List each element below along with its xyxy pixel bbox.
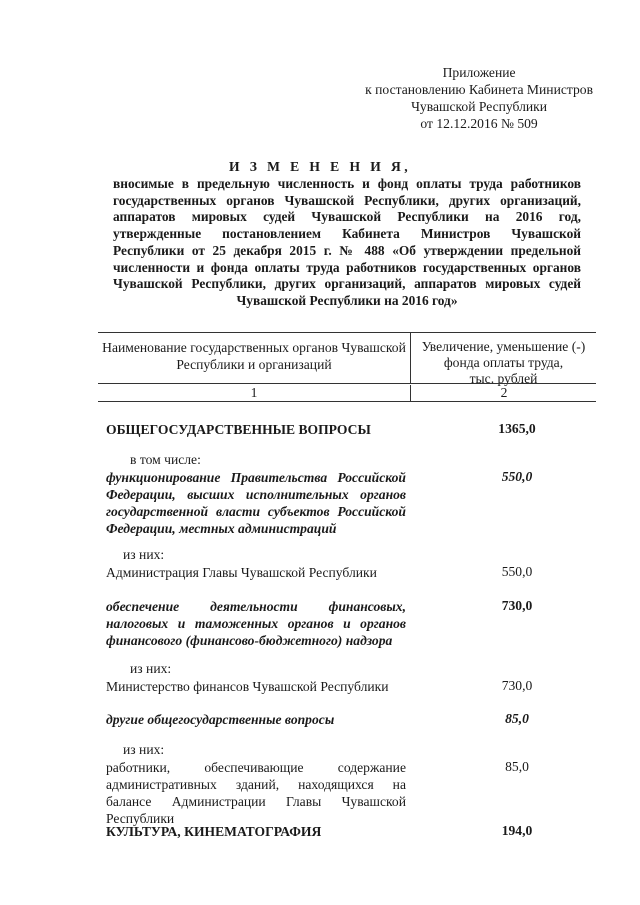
appendix-block [365, 64, 593, 132]
row-value: 194,0 [501, 823, 533, 838]
column-header-name: Наименование государственных органов Чувашской Республики и организаций [102, 340, 406, 372]
column-number-1: 1 [250, 385, 258, 400]
sublabel-of-them: из них: [123, 742, 165, 757]
column-header-value-line-3: тыс. рублей [469, 371, 538, 386]
row-value: 1365,0 [498, 421, 536, 436]
sublabel-of-them: из них: [130, 661, 172, 676]
sublabel-including: в том числе: [130, 452, 201, 467]
row-name: функционирование Правительства Российской Федерации, высших исполнительных органов государственной власти субъектов Российской Федерации, местных администраций [106, 470, 406, 536]
document-title: И З М Е Н Е Н И Я, [228, 159, 412, 174]
table-header [98, 332, 596, 402]
row-value: 550,0 [501, 564, 533, 579]
column-number-row [98, 383, 596, 402]
row-name: КУЛЬТУРА, КИНЕМАТОГРАФИЯ [106, 824, 322, 839]
document-subtitle: вносимые в предельную численность и фонд оплаты труда работников государственных органов Чувашской Республики, других организаций, аппаратов мировых судей Чувашской Республики на 2016 год, утвержденные постановлением Кабинета Министров Чувашской Республики от 25 декабря 2015 г. № 488 «Об утверждении предельной численности и фонда оплаты труда работников государственных органов Чувашской Республики, других организаций, аппаратов мировых судей Чувашской Республики на 2016 год» [113, 176, 581, 308]
appendix-line-3: Чувашской Республики [411, 99, 548, 114]
appendix-line-2: к постановлению Кабинета Министров [365, 82, 593, 97]
row-value: 85,0 [505, 759, 529, 774]
row-name: обеспечение деятельности финансовых, налоговых и таможенных органов и органов финансового (финансово-бюджетного) надзора [106, 599, 406, 648]
row-name: Министерство финансов Чувашской Республики [106, 679, 389, 694]
row-value: 85,0 [505, 711, 529, 726]
row-name: Администрация Главы Чувашской Республики [106, 565, 377, 580]
row-name: ОБЩЕГОСУДАРСТВЕННЫЕ ВОПРОСЫ [106, 422, 371, 437]
sublabel-of-them: из них: [123, 547, 165, 562]
column-header-value-line-1: Увеличение, уменьшение (-) [421, 339, 586, 354]
row-name: работники, обеспечивающие содержание административных зданий, находящихся на балансе Администрации Главы Чувашской Республики [106, 760, 406, 826]
column-header-value-line-2: фонда оплаты труда, [443, 355, 564, 370]
row-value: 730,0 [501, 678, 533, 693]
column-number-2: 2 [410, 385, 597, 402]
row-value: 550,0 [501, 469, 533, 484]
row-value: 730,0 [501, 598, 533, 613]
appendix-line-4: от 12.12.2016 № 509 [420, 116, 538, 131]
row-name: другие общегосударственные вопросы [106, 712, 335, 727]
column-header-value [410, 333, 596, 386]
appendix-line-1: Приложение [442, 65, 516, 80]
